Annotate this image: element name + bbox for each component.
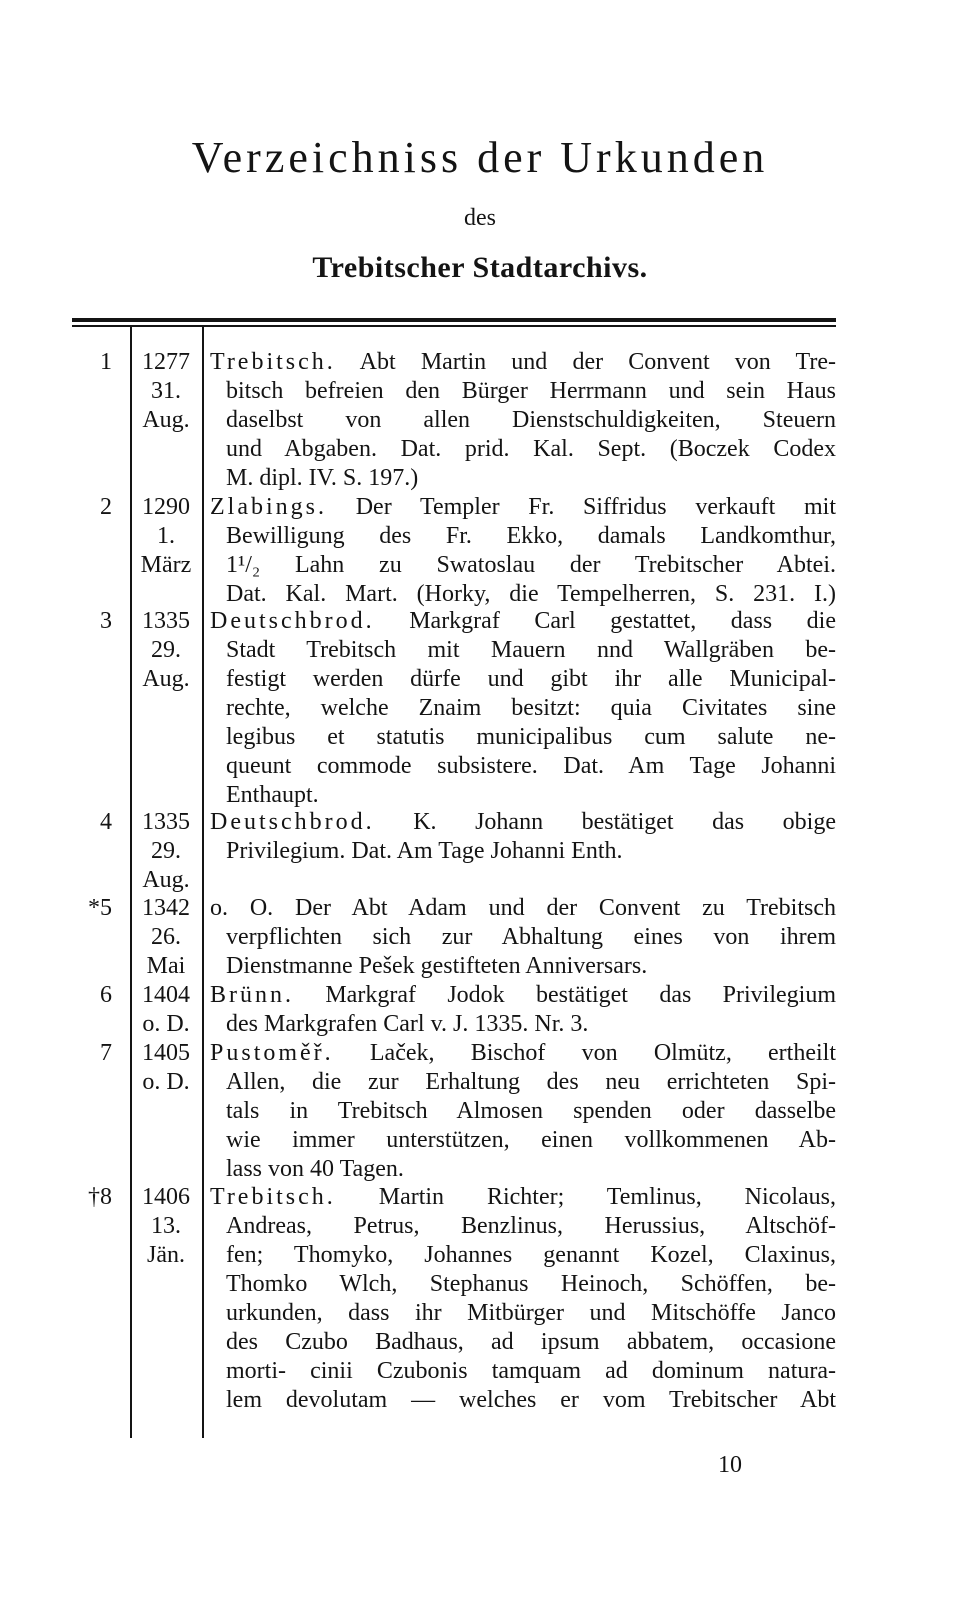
entry-number: 6 — [100, 982, 112, 1008]
entry-date — [132, 348, 200, 435]
entry-month: März — [140, 552, 192, 578]
entry-place: Deutschbrod. — [210, 809, 375, 835]
entry-place: Pustoměř. — [210, 1040, 334, 1066]
page-number: 10 — [718, 1452, 742, 1478]
entry-year: 1406 — [142, 1184, 190, 1210]
entry-line: Dienstmanne Pešek gestifteten Anniversars. — [226, 953, 648, 979]
entry-number: 2 — [100, 494, 112, 520]
entry-line: lass von 40 Tagen. — [226, 1156, 404, 1182]
entry-line: o. O. Der Abt Adam und der Convent zu Trebitsch — [210, 895, 836, 921]
entry-line: Thomko Wlch, Stephanus Heinoch, Schöffen, be- — [226, 1271, 836, 1297]
entry-year: 1342 — [142, 895, 190, 921]
entry-month: Mai — [146, 953, 186, 979]
entry-line: Brünn. Markgraf Jodok bestätiget das Privilegium — [210, 982, 836, 1008]
entry-line: Bewilligung des Fr. Ekko, damals Landkomthur, — [226, 523, 836, 549]
entry-line: festigt werden dürfe und gibt ihr alle Municipal- — [226, 666, 836, 692]
entry-line: Trebitsch. Martin Richter; Temlinus, Nicolaus, — [210, 1184, 836, 1210]
entry-number: 4 — [100, 809, 112, 835]
entry-text — [210, 894, 836, 981]
entry-day: 1. — [157, 523, 175, 549]
entry-line: Deutschbrod. Markgraf Carl gestattet, dass die — [210, 608, 836, 634]
entry-place: o. O. — [210, 895, 274, 921]
entry-text — [210, 808, 836, 866]
entry-year: 1404 — [142, 982, 190, 1008]
entry-month: Jän. — [147, 1242, 185, 1268]
entry-line: des Czubo Badhaus, ad ipsum abbatem, occasione — [226, 1329, 836, 1355]
entry-day: 13. — [151, 1213, 181, 1239]
entry-line: Dat. Kal. Mart. (Horky, die Tempelherren, S. 231. I.) — [226, 581, 836, 607]
page-title: Verzeichniss der Urkunden — [191, 133, 769, 182]
entry-number: 7 — [100, 1040, 112, 1066]
entry-line: tals in Trebitsch Almosen spenden oder dasselbe — [226, 1098, 836, 1124]
entry-text — [210, 348, 836, 493]
entry-line: morti- cinii Czubonis tamquam ad dominum natura- — [226, 1358, 836, 1384]
entry-date — [132, 808, 200, 895]
entry-day: 31. — [151, 378, 181, 404]
entry-month: Aug. — [142, 407, 190, 433]
entry-text — [210, 981, 836, 1039]
entry-month: Aug. — [142, 666, 190, 692]
entry-date — [132, 493, 200, 580]
entry-date — [132, 981, 200, 1039]
entry-day: 29. — [151, 838, 181, 864]
entry-place: Trebitsch. — [210, 349, 336, 375]
entry-number: †8 — [88, 1184, 112, 1210]
entry-line: Pustoměř. Laček, Bischof von Olmütz, ertheilt — [210, 1040, 836, 1066]
entry-number: 1 — [100, 349, 112, 375]
column-divider-date-text — [202, 326, 204, 1438]
entry-year: 1405 — [142, 1040, 190, 1066]
entry-line: und Abgaben. Dat. prid. Kal. Sept. (Boczek Codex — [226, 436, 836, 462]
entry-line: Privilegium. Dat. Am Tage Johanni Enth. — [226, 838, 623, 864]
entry-number: *5 — [88, 895, 112, 921]
entry-place: Trebitsch. — [210, 1184, 336, 1210]
entry-line: Stadt Trebitsch mit Mauern nnd Wallgräben be- — [226, 637, 836, 663]
entry-line: Deutschbrod. K. Johann bestätiget das obige — [210, 809, 836, 835]
entry-text — [210, 1039, 836, 1184]
entry-date — [132, 894, 200, 981]
archive-name: Trebitscher Stadtarchivs. — [312, 251, 648, 284]
entry-date — [132, 607, 200, 694]
entry-year: 1290 — [142, 494, 190, 520]
entry-year: 1335 — [142, 608, 190, 634]
entry-line: Allen, die zur Erhaltung des neu errichteten Spi- — [226, 1069, 836, 1095]
entry-day: 26. — [151, 924, 181, 950]
entry-line: lem devolutam — welches er vom Trebitscher Abt — [226, 1387, 836, 1413]
entry-year: 1335 — [142, 809, 190, 835]
entry-line: Enthaupt. — [226, 782, 319, 808]
entry-date — [132, 1183, 200, 1270]
entry-line: daselbst von allen Dienstschuldigkeiten, Steuern — [226, 407, 836, 433]
entry-number: 3 — [100, 608, 112, 634]
entry-line: des Markgrafen Carl v. J. 1335. Nr. 3. — [226, 1011, 589, 1037]
page-subtitle: des — [464, 205, 496, 231]
entry-line: queunt commode subsistere. Dat. Am Tage Johanni — [226, 753, 836, 779]
entry-place: Brünn. — [210, 982, 294, 1008]
entry-line: 1¹/₂ Lahn zu Swatoslau der Trebitscher Abtei. — [226, 552, 836, 578]
entry-date — [132, 1039, 200, 1097]
entry-day: 29. — [151, 637, 181, 663]
entry-day: o. D. — [142, 1069, 190, 1095]
entry-line: fen; Thomyko, Johannes genannt Kozel, Claxinus, — [226, 1242, 836, 1268]
entry-text — [210, 493, 836, 609]
entry-line: verpflichten sich zur Abhaltung eines von ihrem — [226, 924, 836, 950]
entry-day: o. D. — [142, 1011, 190, 1037]
header-rule-thin — [72, 325, 836, 327]
entry-place: Zlabings. — [210, 494, 327, 520]
entry-line: rechte, welche Znaim besitzt: quia Civitates sine — [226, 695, 836, 721]
entry-line: M. dipl. IV. S. 197.) — [226, 465, 419, 491]
entry-line: bitsch befreien den Bürger Herrmann und sein Haus — [226, 378, 836, 404]
entry-text — [210, 1183, 836, 1415]
entry-place: Deutschbrod. — [210, 608, 375, 634]
entry-line: legibus et statutis municipalibus cum salute ne- — [226, 724, 836, 750]
header-rule-thick — [72, 318, 836, 322]
entry-text — [210, 607, 836, 810]
entry-year: 1277 — [142, 349, 190, 375]
entry-line: Andreas, Petrus, Benzlinus, Herussius, Altschöf- — [226, 1213, 836, 1239]
entry-line: Zlabings. Der Templer Fr. Siffridus verkauft mit — [210, 494, 836, 520]
entry-month: Aug. — [142, 867, 190, 893]
entry-line: urkunden, dass ihr Mitbürger und Mitschöffe Janco — [226, 1300, 836, 1326]
entry-line: Trebitsch. Abt Martin und der Convent von Tre- — [210, 349, 836, 375]
entry-line: wie immer unterstützen, einen vollkommenen Ab- — [226, 1127, 836, 1153]
